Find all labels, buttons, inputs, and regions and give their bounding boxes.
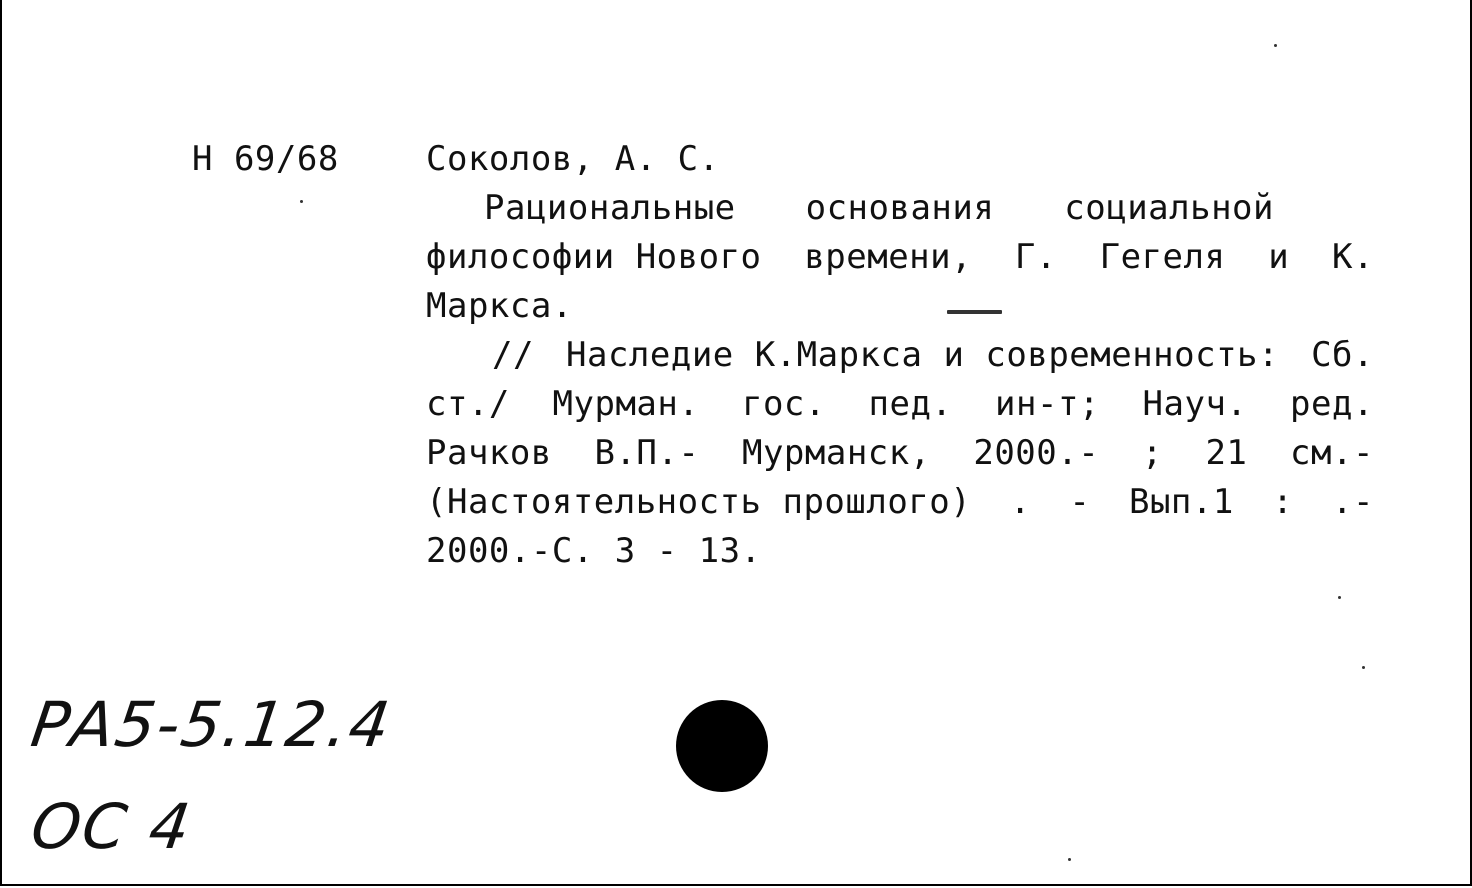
source-word: : xyxy=(1272,482,1294,522)
source-word: ред. xyxy=(1290,384,1374,424)
title-word: Гегеля xyxy=(1099,237,1226,277)
source-word: Сб. xyxy=(1311,335,1374,375)
title-line-2 xyxy=(426,233,1374,282)
source-word: (Настоятельность прошлого) xyxy=(426,482,972,522)
source-word: - xyxy=(1069,482,1091,522)
source-line-1 xyxy=(492,331,1374,380)
author: Соколов, А. С. xyxy=(426,139,720,179)
source-word: 21 xyxy=(1205,433,1248,473)
title-line-1 xyxy=(484,184,1274,233)
source-word: см.- xyxy=(1290,433,1374,473)
source-word: Мурман. xyxy=(552,384,700,424)
source-line-3 xyxy=(426,429,1374,478)
title-word: Рациональные xyxy=(484,188,736,228)
source-word: . xyxy=(1009,482,1031,522)
title-word: философии Нового xyxy=(426,237,762,277)
source-word: В.П.- xyxy=(594,433,700,473)
title-word: и xyxy=(1268,237,1290,277)
scan-speck xyxy=(1068,858,1071,861)
source-word: Наследие К.Маркса и современность: xyxy=(566,335,1279,375)
title-word: Г. xyxy=(1014,237,1057,277)
scan-speck xyxy=(1274,44,1277,47)
handwritten-location-code: ОС 4 xyxy=(26,790,197,863)
source-word: Мурманск, xyxy=(741,433,931,473)
title-word: времени, xyxy=(804,237,973,277)
source-line-2 xyxy=(426,380,1374,429)
source-word: пед. xyxy=(868,384,953,424)
title-word: социальной xyxy=(1064,188,1274,228)
source-word: гос. xyxy=(741,384,826,424)
scan-speck xyxy=(300,200,303,203)
scan-speck xyxy=(1362,666,1365,669)
handwritten-call-number: РА5-5.12.4 xyxy=(26,688,396,761)
source-word: .- xyxy=(1332,482,1374,522)
shelfmark: Н 69/68 xyxy=(192,139,339,179)
source-word: ; xyxy=(1141,433,1163,473)
source-word: Вып.1 xyxy=(1128,482,1234,522)
punch-hole xyxy=(676,700,768,792)
title-word: основания xyxy=(805,188,995,228)
scan-speck xyxy=(1338,596,1341,599)
scan-speck xyxy=(947,310,1002,314)
source-word: ин-т; xyxy=(995,384,1100,424)
source-word: 2000.- xyxy=(973,433,1100,473)
title-word: К. xyxy=(1332,237,1374,277)
source-line-5: 2000.-С. 3 - 13. xyxy=(426,531,762,571)
source-word: Рачков xyxy=(426,433,552,473)
source-line-4 xyxy=(426,478,1374,527)
title-line-3: Маркса. xyxy=(426,286,573,326)
source-word: Науч. xyxy=(1142,384,1248,424)
source-word: ст./ xyxy=(426,384,510,424)
source-word: // xyxy=(492,335,534,375)
